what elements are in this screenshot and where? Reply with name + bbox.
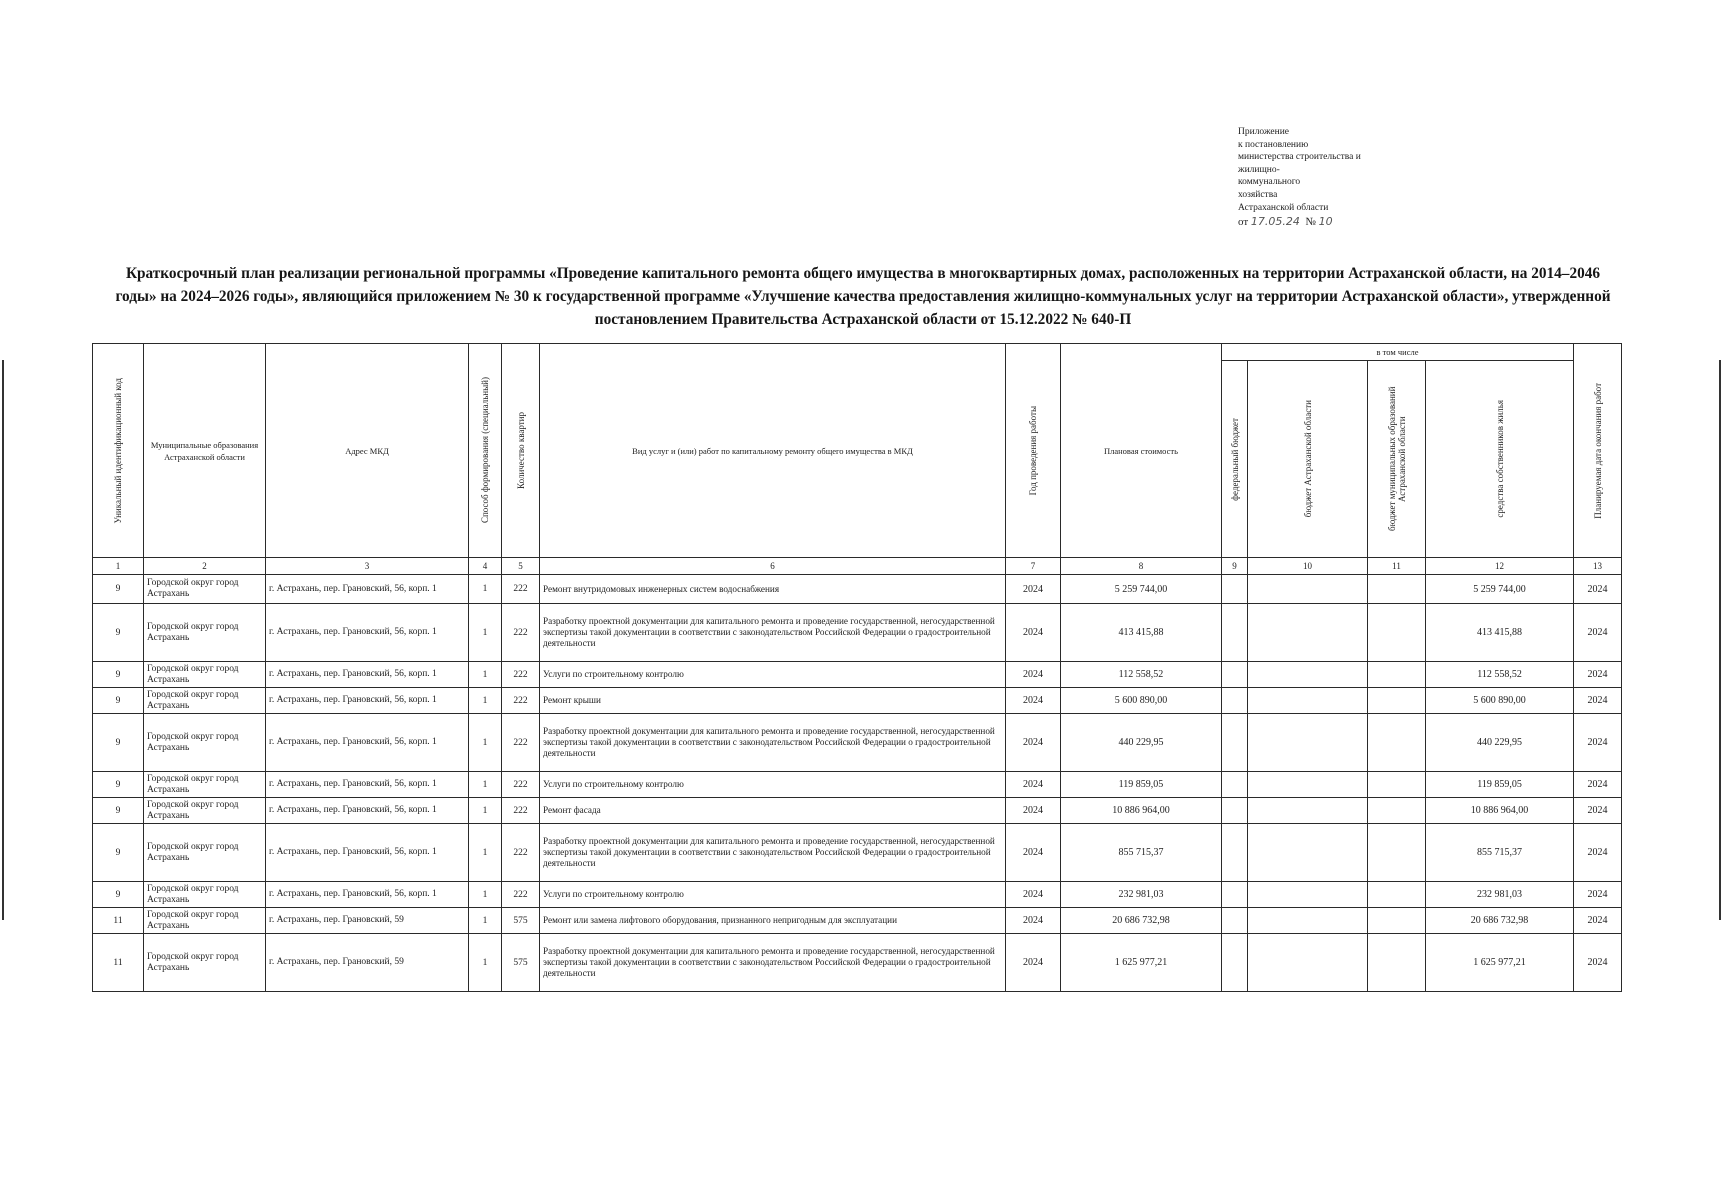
municipality-cell: Городской округ город Астрахань	[144, 772, 266, 798]
method-cell: 1	[469, 772, 502, 798]
works-cell: Ремонт крыши	[540, 688, 1006, 714]
municipal-budget-cell	[1368, 934, 1426, 992]
municipality-cell: Городской округ город Астрахань	[144, 575, 266, 604]
method-cell: 1	[469, 714, 502, 772]
year-cell: 2024	[1006, 772, 1061, 798]
regional-budget-cell	[1248, 908, 1368, 934]
method-cell: 1	[469, 882, 502, 908]
end-date-cell: 2024	[1574, 934, 1622, 992]
approval-line: жилищно-	[1238, 164, 1280, 175]
regional-budget-cell	[1248, 604, 1368, 662]
header-address: Адрес МКД	[266, 344, 469, 558]
method-cell: 1	[469, 824, 502, 882]
column-number-cell: 5	[502, 558, 540, 575]
apartments-cell: 575	[502, 934, 540, 992]
header-apartments: Количество квартир	[502, 344, 540, 558]
approval-date-value: 17.05.24	[1250, 215, 1300, 229]
address-cell: г. Астрахань, пер. Грановский, 56, корп. 1	[266, 882, 469, 908]
scan-edge-mark-right	[1719, 360, 1721, 920]
federal-budget-cell	[1222, 798, 1248, 824]
method-cell: 1	[469, 575, 502, 604]
apartments-cell: 222	[502, 772, 540, 798]
end-date-cell: 2024	[1574, 772, 1622, 798]
year-cell: 2024	[1006, 824, 1061, 882]
uid-cell: 11	[93, 934, 144, 992]
federal-budget-cell	[1222, 662, 1248, 688]
header-year: Год проведения работы	[1006, 344, 1061, 558]
federal-budget-cell	[1222, 882, 1248, 908]
owners-funds-cell: 413 415,88	[1426, 604, 1574, 662]
federal-budget-cell	[1222, 575, 1248, 604]
approval-line: министерства строительства и	[1238, 152, 1361, 163]
year-cell: 2024	[1006, 714, 1061, 772]
municipal-budget-cell	[1368, 882, 1426, 908]
municipality-cell: Городской округ город Астрахань	[144, 908, 266, 934]
cost-cell: 119 859,05	[1061, 772, 1222, 798]
end-date-cell: 2024	[1574, 604, 1622, 662]
approval-lines	[1238, 126, 1428, 214]
table-row	[93, 772, 1622, 798]
table-row	[93, 824, 1622, 882]
cost-cell: 1 625 977,21	[1061, 934, 1222, 992]
end-date-cell: 2024	[1574, 714, 1622, 772]
column-number-cell: 8	[1061, 558, 1222, 575]
year-cell: 2024	[1006, 575, 1061, 604]
cost-cell: 112 558,52	[1061, 662, 1222, 688]
works-cell: Разработку проектной документации для капитального ремонта и проведение государственной, негосударственной экспертизы такой документации в соответствии с законодательством Российской Федерации о градостроительной деятельности	[540, 604, 1006, 662]
approval-date-prefix: от	[1238, 216, 1249, 229]
column-number-cell: 2	[144, 558, 266, 575]
table-row	[93, 714, 1622, 772]
address-cell: г. Астрахань, пер. Грановский, 59	[266, 908, 469, 934]
regional-budget-cell	[1248, 824, 1368, 882]
column-number-cell: 12	[1426, 558, 1574, 575]
column-number-cell: 10	[1248, 558, 1368, 575]
uid-cell: 9	[93, 662, 144, 688]
works-cell: Ремонт фасада	[540, 798, 1006, 824]
uid-cell: 9	[93, 798, 144, 824]
owners-funds-cell: 440 229,95	[1426, 714, 1574, 772]
year-cell: 2024	[1006, 798, 1061, 824]
cost-cell: 232 981,03	[1061, 882, 1222, 908]
year-cell: 2024	[1006, 604, 1061, 662]
uid-cell: 9	[93, 714, 144, 772]
method-cell: 1	[469, 604, 502, 662]
method-cell: 1	[469, 662, 502, 688]
municipal-budget-cell	[1368, 714, 1426, 772]
municipal-budget-cell	[1368, 662, 1426, 688]
federal-budget-cell	[1222, 908, 1248, 934]
year-cell: 2024	[1006, 882, 1061, 908]
apartments-cell: 222	[502, 824, 540, 882]
address-cell: г. Астрахань, пер. Грановский, 56, корп. 1	[266, 688, 469, 714]
header-group-including: в том числе	[1222, 344, 1574, 361]
table-body	[93, 575, 1622, 992]
table-header	[93, 344, 1622, 575]
apartments-cell: 222	[502, 688, 540, 714]
end-date-cell: 2024	[1574, 688, 1622, 714]
uid-cell: 9	[93, 575, 144, 604]
federal-budget-cell	[1222, 688, 1248, 714]
works-cell: Ремонт внутридомовых инженерных систем водоснабжения	[540, 575, 1006, 604]
apartments-cell: 222	[502, 882, 540, 908]
column-numbers-row	[93, 558, 1622, 575]
address-cell: г. Астрахань, пер. Грановский, 56, корп. 1	[266, 604, 469, 662]
municipality-cell: Городской округ город Астрахань	[144, 882, 266, 908]
address-cell: г. Астрахань, пер. Грановский, 56, корп. 1	[266, 662, 469, 688]
apartments-cell: 222	[502, 798, 540, 824]
address-cell: г. Астрахань, пер. Грановский, 56, корп. 1	[266, 575, 469, 604]
header-cost: Плановая стоимость	[1061, 344, 1222, 558]
owners-funds-cell: 232 981,03	[1426, 882, 1574, 908]
uid-cell: 9	[93, 824, 144, 882]
cost-cell: 10 886 964,00	[1061, 798, 1222, 824]
apartments-cell: 222	[502, 662, 540, 688]
year-cell: 2024	[1006, 688, 1061, 714]
table-row	[93, 798, 1622, 824]
municipal-budget-cell	[1368, 798, 1426, 824]
works-cell: Услуги по строительному контролю	[540, 662, 1006, 688]
year-cell: 2024	[1006, 908, 1061, 934]
cost-cell: 440 229,95	[1061, 714, 1222, 772]
column-number-cell: 13	[1574, 558, 1622, 575]
regional-budget-cell	[1248, 662, 1368, 688]
end-date-cell: 2024	[1574, 575, 1622, 604]
method-cell: 1	[469, 908, 502, 934]
column-number-cell: 1	[93, 558, 144, 575]
header-uid: Уникальный идентификационный код	[93, 344, 144, 558]
works-cell: Разработку проектной документации для капитального ремонта и проведение государственной, негосударственной экспертизы такой документации в соответствии с законодательством Российской Федерации о градостроительной деятельности	[540, 714, 1006, 772]
method-cell: 1	[469, 798, 502, 824]
municipality-cell: Городской округ город Астрахань	[144, 662, 266, 688]
column-number-cell: 6	[540, 558, 1006, 575]
uid-cell: 9	[93, 882, 144, 908]
cost-cell: 5 600 890,00	[1061, 688, 1222, 714]
apartments-cell: 222	[502, 604, 540, 662]
federal-budget-cell	[1222, 934, 1248, 992]
federal-budget-cell	[1222, 824, 1248, 882]
uid-cell: 9	[93, 604, 144, 662]
year-cell: 2024	[1006, 662, 1061, 688]
municipality-cell: Городской округ город Астрахань	[144, 604, 266, 662]
regional-budget-cell	[1248, 934, 1368, 992]
address-cell: г. Астрахань, пер. Грановский, 56, корп. 1	[266, 772, 469, 798]
owners-funds-cell: 855 715,37	[1426, 824, 1574, 882]
table-row	[93, 688, 1622, 714]
regional-budget-cell	[1248, 575, 1368, 604]
header-mo: Муниципальные образования Астраханской области	[144, 344, 266, 558]
cost-cell: 413 415,88	[1061, 604, 1222, 662]
owners-funds-cell: 112 558,52	[1426, 662, 1574, 688]
method-cell: 1	[469, 934, 502, 992]
column-number-cell: 7	[1006, 558, 1061, 575]
year-cell: 2024	[1006, 934, 1061, 992]
federal-budget-cell	[1222, 772, 1248, 798]
table-row	[93, 934, 1622, 992]
federal-budget-cell	[1222, 604, 1248, 662]
address-cell: г. Астрахань, пер. Грановский, 56, корп. 1	[266, 824, 469, 882]
owners-funds-cell: 5 259 744,00	[1426, 575, 1574, 604]
approval-date-line	[1238, 216, 1428, 229]
works-cell: Услуги по строительному контролю	[540, 882, 1006, 908]
header-works: Вид услуг и (или) работ по капитальному ремонту общего имущества в МКД	[540, 344, 1006, 558]
end-date-cell: 2024	[1574, 824, 1622, 882]
regional-budget-cell	[1248, 714, 1368, 772]
regional-budget-cell	[1248, 688, 1368, 714]
column-number-cell: 9	[1222, 558, 1248, 575]
municipal-budget-cell	[1368, 824, 1426, 882]
table-row	[93, 575, 1622, 604]
municipality-cell: Городской округ город Астрахань	[144, 824, 266, 882]
header-federal: федеральный бюджет	[1222, 361, 1248, 558]
approval-line: хозяйства	[1238, 189, 1278, 200]
approval-number-value: 10	[1318, 215, 1333, 229]
owners-funds-cell: 20 686 732,98	[1426, 908, 1574, 934]
regional-budget-cell	[1248, 798, 1368, 824]
column-number-cell: 4	[469, 558, 502, 575]
owners-funds-cell: 119 859,05	[1426, 772, 1574, 798]
approval-line: Приложение	[1238, 127, 1289, 137]
municipality-cell: Городской округ город Астрахань	[144, 688, 266, 714]
cost-cell: 5 259 744,00	[1061, 575, 1222, 604]
cost-cell: 855 715,37	[1061, 824, 1222, 882]
municipal-budget-cell	[1368, 908, 1426, 934]
end-date-cell: 2024	[1574, 882, 1622, 908]
owners-funds-cell: 1 625 977,21	[1426, 934, 1574, 992]
header-regional: бюджет Астраханской области	[1248, 361, 1368, 558]
document-title: Краткосрочный план реализации региональной программы «Проведение капитального ремонта общего имущества в многоквартирных домах, расположенных на территории Астраханской области, на 2014–2046 годы» на 2024–2026 годы», являющийся приложением № 30 к государственной программе «Улучшение качества предоставления жилищно-коммунальных услуг на территории Астраханской области», утвержденной постановлением Правительства Астраханской области от 15.12.2022 № 640-П	[115, 265, 1611, 328]
approval-line: Астраханской области	[1238, 202, 1329, 213]
municipal-budget-cell	[1368, 604, 1426, 662]
municipal-budget-cell	[1368, 575, 1426, 604]
table-row	[93, 882, 1622, 908]
owners-funds-cell: 5 600 890,00	[1426, 688, 1574, 714]
method-cell: 1	[469, 688, 502, 714]
header-method: Способ формирования (специальный)	[469, 344, 502, 558]
municipality-cell: Городской округ город Астрахань	[144, 934, 266, 992]
uid-cell: 9	[93, 772, 144, 798]
table-row	[93, 604, 1622, 662]
municipal-budget-cell	[1368, 772, 1426, 798]
apartments-cell: 222	[502, 575, 540, 604]
municipality-cell: Городской округ город Астрахань	[144, 714, 266, 772]
uid-cell: 11	[93, 908, 144, 934]
apartments-cell: 222	[502, 714, 540, 772]
column-number-cell: 11	[1368, 558, 1426, 575]
end-date-cell: 2024	[1574, 908, 1622, 934]
works-cell: Разработку проектной документации для капитального ремонта и проведение государственной, негосударственной экспертизы такой документации в соответствии с законодательством Российской Федерации о градостроительной деятельности	[540, 934, 1006, 992]
works-cell: Разработку проектной документации для капитального ремонта и проведение государственной, негосударственной экспертизы такой документации в соответствии с законодательством Российской Федерации о градостроительной деятельности	[540, 824, 1006, 882]
plan-table	[92, 343, 1622, 992]
address-cell: г. Астрахань, пер. Грановский, 59	[266, 934, 469, 992]
address-cell: г. Астрахань, пер. Грановский, 56, корп. 1	[266, 798, 469, 824]
address-cell: г. Астрахань, пер. Грановский, 56, корп. 1	[266, 714, 469, 772]
approval-stamp-block	[1238, 126, 1428, 229]
owners-funds-cell: 10 886 964,00	[1426, 798, 1574, 824]
header-owners: средства собственников жилья	[1426, 361, 1574, 558]
end-date-cell: 2024	[1574, 798, 1622, 824]
works-cell: Ремонт или замена лифтового оборудования, признанного непригодным для эксплуатации	[540, 908, 1006, 934]
table-row	[93, 662, 1622, 688]
cost-cell: 20 686 732,98	[1061, 908, 1222, 934]
municipal-budget-cell	[1368, 688, 1426, 714]
end-date-cell: 2024	[1574, 662, 1622, 688]
uid-cell: 9	[93, 688, 144, 714]
approval-line: к постановлению	[1238, 139, 1309, 150]
approval-line: коммунального	[1238, 177, 1301, 188]
works-cell: Услуги по строительному контролю	[540, 772, 1006, 798]
table-row	[93, 908, 1622, 934]
header-end-date: Планируемая дата окончания работ	[1574, 344, 1622, 558]
municipality-cell: Городской округ город Астрахань	[144, 798, 266, 824]
column-number-cell: 3	[266, 558, 469, 575]
header-municipal: бюджет муниципальных образований Астраханской области	[1368, 361, 1426, 558]
approval-number-prefix: №	[1305, 216, 1316, 229]
scan-edge-mark-left	[2, 360, 4, 920]
regional-budget-cell	[1248, 772, 1368, 798]
regional-budget-cell	[1248, 882, 1368, 908]
apartments-cell: 575	[502, 908, 540, 934]
federal-budget-cell	[1222, 714, 1248, 772]
